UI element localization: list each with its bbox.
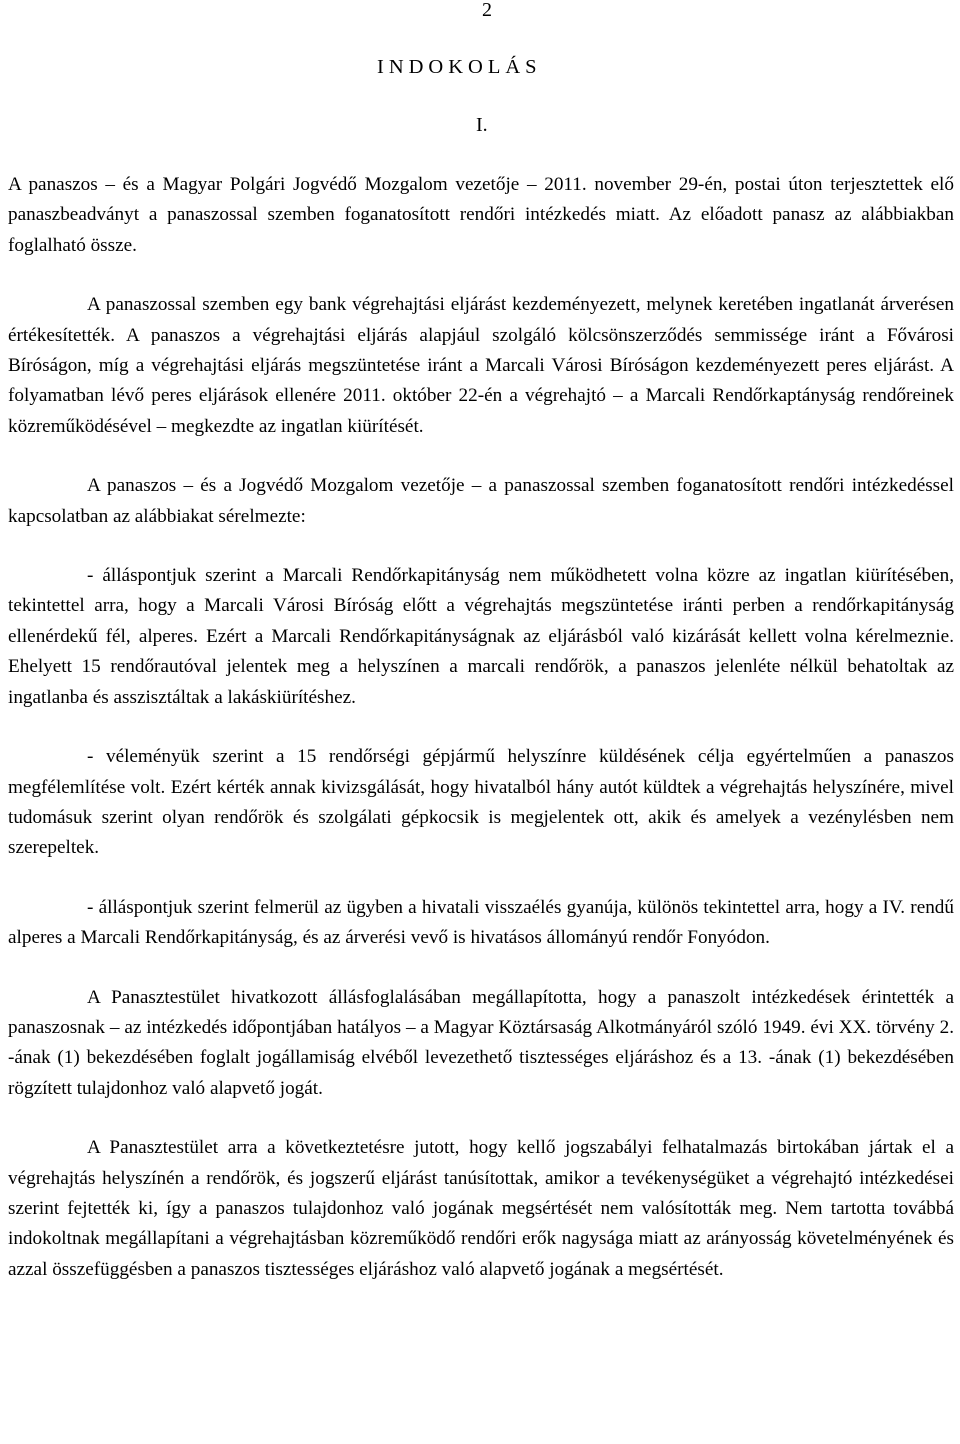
paragraph-panel-conclusion: A Panasztestület arra a következtetésre jutott, hogy kellő jogszabályi felhatalmazás birtokában jártak el a végrehajtás helyszínén a rendőrök, és jogszerű eljárást tanúsítottak, amikor a tevékenységüket a végrehajtó intézkedései szerint fejtették ki, így a panaszos tulajdonhoz való jogának megsértését nem valósították meg. Nem tartotta továbbá indokoltnak megállapítani a végrehajtásban közreműködő rendőri erők nagysága miatt az arányosság követelményének és azzal összefüggésben a panaszos tisztességes eljáráshoz való alapvető jogának a megsértését.: [8, 1137, 954, 1280]
page-number: 2: [482, 0, 492, 21]
paragraph-grievance-3: - álláspontjuk szerint felmerül az ügyben a hivatali visszaélés gyanúja, különös tekintettel arra, hogy a IV. rendű alperes a Marcali Rendőrkapitányság, és az árverési vevő is hivatásos állományú rendőr Fonyódon.: [8, 896, 954, 949]
body-text: [8, 170, 954, 1285]
paragraph-background: A panaszossal szemben egy bank végrehajtási eljárást kezdeményezett, melynek keretében ingatlanát árverésen értékesítették. A panaszos a végrehajtási eljárás alapjául szolgáló kölcsönszerződés semmissége iránt a Fővárosi Bíróságon, míg a végrehajtási eljárás megszüntetése iránt a Marcali Városi Bíróságon kezdeményezett peres eljárást. A folyamatban lévő peres eljárások ellenére 2011. október 22-én a végrehajtó – a Marcali Rendőrkaptányság rendőreinek közreműködésével – megkezdte az ingatlan kiürítését.: [8, 294, 954, 437]
paragraph-grievance-1: - álláspontjuk szerint a Marcali Rendőrkapitányság nem működhetett volna közre az ingatlan kiürítésében, tekintettel arra, hogy a Marcali Városi Bíróság előtt a végrehajtás megszüntetése iránti perben a rendőrkapitányság ellenérdekű fél, alperes. Ezért a Marcali Rendőrkapitányságnak az eljárásból való kizárását kellett volna kérelmeznie. Ehelyett 15 rendőrautóval jelentek meg a helyszínen a marcali rendőrök, a panaszos jelenléte nélkül behatoltak az ingatlanba és asszisztáltak a lakáskiürítéshez.: [8, 565, 954, 708]
document-heading: INDOKOLÁS: [377, 56, 542, 78]
paragraph-complaint-intro: A panaszos – és a Magyar Polgári Jogvédő Mozgalom vezetője – 2011. november 29-én, postai úton terjesztettek elő panaszbeadványt a panaszossal szemben foganatosított rendőri intézkedés miatt. Az előadott panasz az alábbiakban foglalható össze.: [8, 174, 954, 256]
paragraph-panel-findings: A Panasztestület hivatkozott állásfoglalásában megállapította, hogy a panaszolt intézkedések érintették a panaszosnak – az intézkedés időpontjában hatályos – a Magyar Köztársaság Alkotmányáról szóló 1949. évi XX. törvény 2. -ának (1) bekezdésében foglalt jogállamiság elvéből levezethető tisztességes eljáráshoz és a 13. -ának (1) bekezdésében rögzített tulajdonhoz való alapvető jogát.: [8, 986, 954, 1099]
paragraph-grievances-intro: A panaszos – és a Jogvédő Mozgalom vezetője – a panaszossal szemben foganatosított rendőri intézkedéssel kapcsolatban az alábbiakat sérelmezte:: [8, 475, 954, 527]
section-number: I.: [476, 114, 488, 136]
paragraph-grievance-2: - véleményük szerint a 15 rendőrségi gépjármű helyszínre küldésének célja egyértelműen a panaszos megfélemlítése volt. Ezért kérték annak kivizsgálását, hogy hivatalból hány autót küldtek a végrehajtás helyszínére, mivel tudomásuk szerint olyan rendőrök és szolgálati gépkocsik is megjelentek ott, akik és amelyek a vezénylésben nem szerepeltek.: [8, 746, 954, 859]
